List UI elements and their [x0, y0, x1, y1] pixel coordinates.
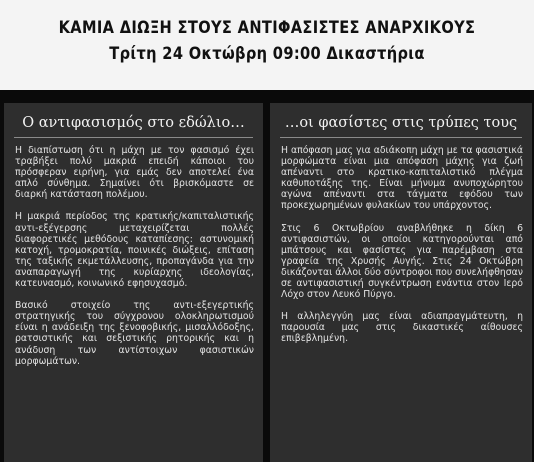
- right-paragraph-1: Η απόφαση μας για αδιάκοπη μάχη με τα φασιστικά μορφώματα είναι μια απόφαση μάχης για ζωή απέναντι στο κρατικο-καπιταλιστικό πλέγμα καθυποτάξης της. Είναι μήνυμα ανυποχώρητου αγώνα απέναντι στα τάγματα εφόδου των προκεχωρημένων φυλακίων του υπάρχοντος.: [281, 145, 523, 212]
- right-column-heading: …οι φασίστες στις τρύπες τους: [284, 115, 518, 131]
- header-date-location: Τρίτη 24 Οκτώβρη 09:00 Δικαστήρια: [109, 44, 425, 64]
- left-column: [4, 103, 263, 462]
- right-column-body: [281, 145, 523, 356]
- right-paragraph-2: Στις 6 Οκτωβρίου αναβλήθηκε η δίκη 6 αντιφασιστών, οι οποίοι κατηγορούνται από μπάτσους και φασίστες για παρέμβαση στα γραφεία της Χρυσής Αυγής. Στις 24 Οκτώβρη δικάζονται άλλοι δύο σύντροφοι που συνελήφθησαν σε αντιφασιστική συγκέντρωση ενάντια στον Ιερό Λόχο στον Λευκό Πύργο.: [281, 222, 523, 301]
- left-paragraph-3: Βασικό στοιχείο της αντι-εξεγερτικής στρατηγικής του σύγχρονου ολοκληρωτισμού είναι η ανάδειξη της ξενοφοβικής, μισαλλόδοξης, ρατσιστικής και σεξιστικής ρητορικής και η ανάδυση των αντίστοιχων φασιστικών μορφωμάτων.: [15, 300, 254, 367]
- right-column: [270, 103, 532, 462]
- right-paragraph-3: Η αλληλεγγύη μας είναι αδιαπραγμάτευτη, η παρουσία μας στις δικαστικές αίθουσες επιβεβλημένη.: [281, 311, 523, 345]
- header-banner: [0, 0, 534, 90]
- left-paragraph-2: Η μακριά περίοδος της κρατικής/καπιταλιστικής αντι-εξέγερσης μεταχειρίζεται πολλές διαφορετικές μεθόδους καταπίεσης: αστυνομική κατοχή, τρομοκρατία, ποινικές διώξεις, επίταση της ταξικής εκμετάλλευσης, προπαγάνδα για την αναπαραγωγή της κυρίαρχης ιδεολογίας, κατευνασμό, κοινωνικό εφησυχασμό.: [15, 211, 254, 290]
- left-column-body: [15, 145, 254, 378]
- left-column-heading: Ο αντιφασισμός στο εδώλιο…: [22, 115, 245, 131]
- left-paragraph-1: Η διαπίστωση ότι η μάχη με τον φασισμό έχει τραβήξει πολύ μακριά επειδή κάποιοι του πρόσφεραν ειρήνη, για εμάς δεν αποτελεί ένα απλό σύνθημα. Σημαίνει ότι βρισκόμαστε σε διαρκή κατάσταση πολέμου.: [15, 145, 254, 201]
- right-heading-divider: [280, 137, 522, 138]
- left-heading-divider: [14, 137, 253, 138]
- header-title: ΚΑΜΙΑ ΔΙΩΞΗ ΣΤΟΥΣ ΑΝΤΙΦΑΣΙΣΤΕΣ ΑΝΑΡΧΙΚΟΥΣ: [58, 18, 476, 38]
